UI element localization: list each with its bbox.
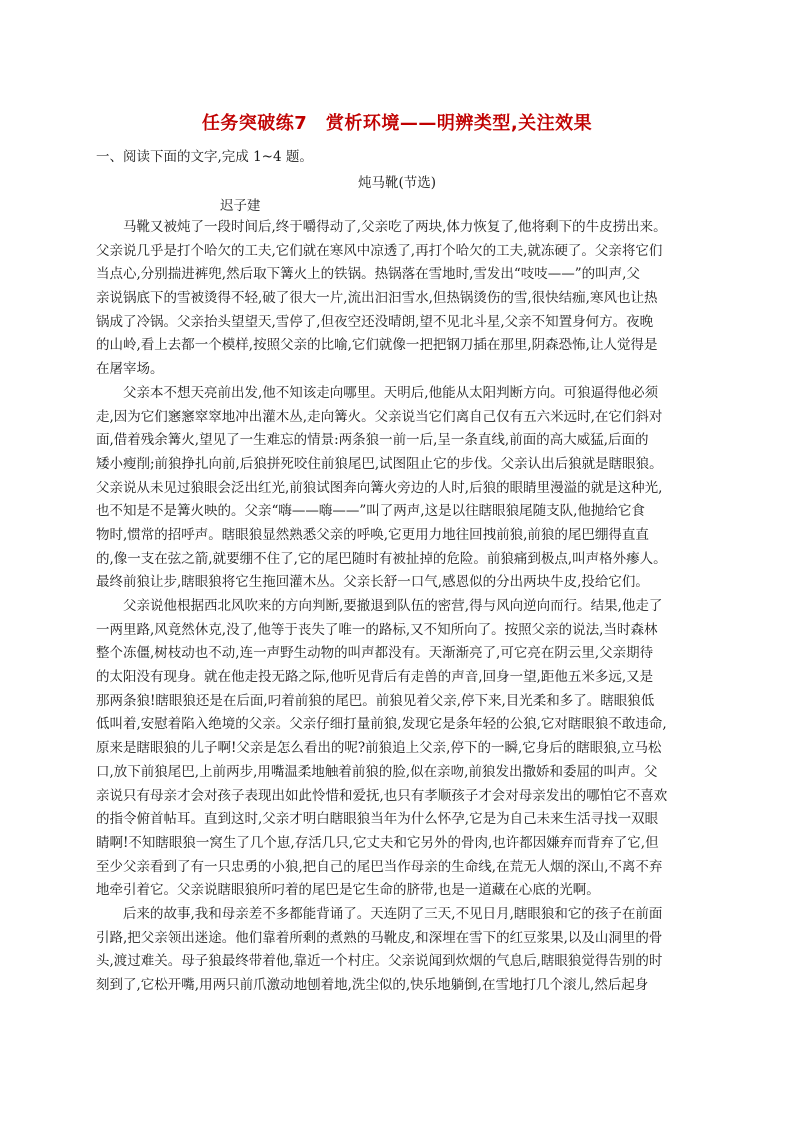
text-line: 一两里路,风竟然休克,没了,他等于丧失了唯一的路标,又不知所向了。按照父亲的说法,当时森林 (96, 621, 658, 638)
text-line: 的太阳没有现身。就在他走投无路之际,他听见背后有走兽的声音,回身一望,距他五米多远,又是 (96, 669, 654, 686)
text-line: 那两条狼!瞎眼狼还是在后面,叼着前狼的尾巴。前狼见着父亲,停下来,目光柔和多了。瞎眼狼低 (96, 692, 655, 709)
text-line: 亲说锅底下的雪被烫得不轻,破了很大一片,流出汩汩雪水,但热锅烫伤的雪,很快结痂,寒风也让热 (96, 290, 658, 307)
text-line: 马靴又被炖了一段时间后,终于嚼得动了,父亲吃了两块,体力恢复了,他将剩下的牛皮捞出来。 (123, 219, 667, 235)
text-line: 低叫着,安慰着陷入绝境的父亲。父亲仔细打量前狼,发现它是条年轻的公狼,它对瞎眼狼不敢违命, (96, 716, 667, 733)
text-line: 在屠宰场。 (96, 361, 164, 378)
text-line: 物时,惯常的招呼声。瞎眼狼显然熟悉父亲的呼唤,它更用力地往回拽前狼,前狼的尾巴绷得直直 (96, 526, 649, 543)
page-title: 任务突破练7 赏析环境——明辨类型,关注效果 (201, 113, 593, 134)
text-line: 的山岭,看上去都一个模样,按照父亲的比喻,它们就像一把把钢刀插在那里,阴森恐怖,让人觉得是 (96, 337, 658, 354)
text-line: 的,像一支在弦之箭,就要绷不住了,它的尾巴随时有被扯掉的危险。前狼痛到极点,叫声格外瘆人。 (96, 550, 667, 567)
article-body (96, 216, 696, 998)
text-line: 走,因为它们窸窸窣窣地冲出灌木丛,走向篝火。父亲说当它们离自己仅有五六米远时,在它们斜对 (96, 408, 663, 425)
text-line: 引路,把父亲领出迷途。他们靠着所剩的煮熟的马靴皮,和深埋在雪下的红豆浆果,以及山洞里的骨 (96, 929, 663, 946)
text-line: 至少父亲看到了有一只忠勇的小狼,把自己的尾巴当作母亲的生命线,在荒无人烟的深山,不离不弃 (96, 858, 663, 875)
text-line: 面,借着残余篝火,望见了一生难忘的情景:两条狼一前一后,呈一条直线,前面的高大威猛,后面的 (96, 432, 649, 449)
text-line: 父亲说他根据西北风吹来的方向判断,要撤退到队伍的密营,得与风向逆向而行。结果,他走了 (123, 598, 663, 614)
text-line: 矮小瘦削;前狼挣扎向前,后狼拼死咬住前狼尾巴,试图阻止它的步伐。父亲认出后狼就是瞎眼狼。 (96, 455, 663, 472)
text-line: 头,渡过难关。母子狼最终带着他,靠近一个村庄。父亲说闻到炊烟的气息后,瞎眼狼觉得告别的时 (96, 953, 663, 970)
text-line: 父亲说几乎是打个哈欠的工夫,它们就在寒风中凉透了,再打个哈欠的工夫,就冻硬了。父亲将它们 (96, 242, 663, 259)
text-line: 父亲说从未见过狼眼会泛出红光,前狼试图奔向篝火旁边的人时,后狼的眼睛里漫溢的就是这种光, (96, 479, 663, 496)
question-instruction: 一、阅读下面的文字,完成 1~4 题。 (96, 149, 313, 165)
text-line: 亲说只有母亲才会对孩子表现出如此怜惜和爱抚,也只有孝顺孩子才会对母亲发出的哪怕它不喜欢 (96, 787, 668, 804)
text-line: 的指令俯首帖耳。直到这时,父亲才明白瞎眼狼当年为什么怀孕,它是为自己未来生活寻找一双眼 (96, 811, 659, 828)
text-line: 刻到了,它松开嘴,用两只前爪激动地刨着地,洗尘似的,快乐地躺倒,在雪地打几个滚儿,然后起身 (96, 977, 649, 993)
text-line: 地牵引着它。父亲说瞎眼狼所叼着的尾巴是它生命的脐带,也是一道藏在心底的光啊。 (96, 882, 600, 899)
text-line: 后来的故事,我和母亲差不多都能背诵了。天连阴了三天,不见日月,瞎眼狼和它的孩子在前面 (123, 905, 663, 922)
text-line: 睛啊!不知瞎眼狼一窝生了几个崽,存活几只,它丈夫和它另外的骨肉,也许都因嫌弃而背弃了它,但 (96, 834, 659, 851)
text-line: 也不知是不是篝火映的。父亲“嗨——嗨——”叫了两声,这是以往瞎眼狼尾随支队,他抛给它食 (96, 503, 645, 520)
text-line: 锅成了冷锅。父亲抬头望望天,雪停了,但夜空还没晴朗,望不见北斗星,父亲不知置身何方。夜晚 (96, 313, 654, 330)
text-line: 整个冻僵,树枝动也不动,连一声野生动物的叫声都没有。天渐渐亮了,可它亮在阴云里,父亲期待 (96, 645, 654, 662)
text-line: 原来是瞎眼狼的儿子啊!父亲是怎么看出的呢?前狼追上父亲,停下的一瞬,它身后的瞎眼狼,立马松 (96, 740, 662, 757)
text-line: 最终前狼让步,瞎眼狼将它生拖回灌木丛。父亲长舒一口气,感恩似的分出两块牛皮,投给它们。 (96, 574, 649, 591)
article-title: 炖马靴(节选) (357, 175, 437, 191)
text-line: 口,放下前狼尾巴,上前两步,用嘴温柔地触着前狼的脸,似在亲吻,前狼发出撒娇和委屈的叫声。父 (96, 763, 658, 780)
text-line: 当点心,分别揣进裤兜,然后取下篝火上的铁锅。热锅落在雪地时,雪发出“吱吱——”的叫声,父 (96, 266, 640, 283)
article-author: 迟子建 (220, 198, 261, 214)
text-line: 父亲本不想天亮前出发,他不知该走向哪里。天明后,他能从太阳判断方向。可狼逼得他必须 (123, 384, 659, 401)
